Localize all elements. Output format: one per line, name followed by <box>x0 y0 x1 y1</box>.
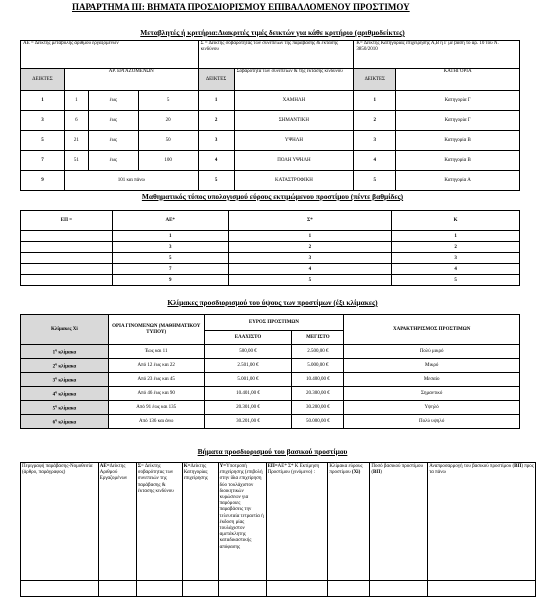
table-row: 9 5 5 <box>21 275 520 286</box>
col-perigrafi: Περιγραφή παράβασης-Νομοθεσία (άρθρο, παράγραφος) <box>21 463 99 581</box>
col-klimakes: Κλίμακες Χi <box>21 315 109 345</box>
table-row: $5^\eta$ κλίμακα Από 91 έως και 135 20.301,00 € 30.200,00 € Υψηλό <box>21 401 520 415</box>
col-s: Σ= Δείκτης σοβαρότητας των συνεπειών της παράβασης & έκτασης κινδύνου <box>136 463 182 581</box>
table-row: $1^\eta$ κλίμακα Έως και 11 500,00 € 2.500,00 € Πολύ μικρό <box>21 345 520 359</box>
page-title: ΠΑΡΑΡΤΗΜΑ ΙΙΙ: ΒΗΜΑΤΑ ΠΡΟΣΔΙΟΡΙΣΜΟΥ ΕΠΙΒΑΛΛΟΜΕΝΟΥ ΠΡΟΣΤΙΜΟΥ <box>72 2 410 12</box>
col-deiktis-s: ΔΕΙΚΤΕΣ <box>198 69 234 91</box>
col-anaprosarmogi: Αναπροσαρμογή του βασικού προστίμου (ΒΠ) προς τα πάνω <box>428 463 536 581</box>
s-header: Σ = Δείκτης σοβαρότητας των συνεπειών της παράβασης & έκτασης κινδύνου <box>198 41 354 69</box>
section2-heading: Μαθηματικός τύπος υπολογισμού εύρους εκτιμώμενου προστίμου (πέντε βαθμίδες) <box>141 192 404 201</box>
col-ae: ΑΕ* <box>112 211 228 231</box>
col-oria: ΟΡΙΑ ΓΙΝΟΜΕΝΩΝ (ΜΑΘΗΜΑΤΙΚΟΥ ΤΥΠΟΥ) <box>108 315 204 345</box>
table-row: 9 101 και πάνω 5 ΚΑΤΑΣΤΡΟΦΙΚΗ 5 Κατηγορία Α <box>21 171 520 191</box>
table-row: 1 1 έως 5 1 ΧΑΜΗΛΗ 1 Κατηγορία Γ <box>21 91 520 111</box>
table-row <box>21 581 536 597</box>
scales-table <box>20 314 520 429</box>
col-sovarotita: Σοβαρότητα των συνεπειών & της έκτασης κινδύνου <box>234 69 354 91</box>
col-ep: ΕΠ=ΑΕ* Σ* Κ Εκτίμηση Προστίμου (γινόμενο) : <box>266 463 328 581</box>
section4-heading: Βήματα προσδιορισμού του βασικού προστίμου <box>197 447 348 456</box>
col-elaxisto: ΕΛΑΧΙΣΤΟ <box>204 331 292 345</box>
table-row: 3 2 2 <box>21 242 520 253</box>
col-evros: ΕΥΡΟΣ ΠΡΟΣΤΙΜΩΝ <box>204 315 344 331</box>
table-row: 3 6 έως 20 2 ΣΗΜΑΝΤΙΚΗ 2 Κατηγορία Γ <box>21 111 520 131</box>
table-row: 5 3 3 <box>21 253 520 264</box>
col-xarakterismos: ΧΑΡΑΚΤΗΡΙΣΜΟΣ ΠΡΟΣΤΙΜΩΝ <box>344 315 520 345</box>
col-k: Κ=Δείκτης Κατηγορίας επιχείρησης <box>182 463 218 581</box>
table-row: $3^\eta$ κλίμακα Από 23 έως και 45 5.001,00 € 10.400,00 € Μεσαίο <box>21 373 520 387</box>
section1-heading: Μεταβλητές ή κριτήρια:Διακριτές τιμές δεικτών για κάθε κριτήριο (αριθμοδείκτες) <box>140 28 405 37</box>
criteria-table <box>20 40 520 191</box>
col-ep: ΕΠ = <box>21 211 113 231</box>
col-megisto: ΜΕΓΙΣΤΟ <box>292 331 344 345</box>
ae-header: ΑΕ = Δείκτης μεταβολής αριθμού εργαζομένων <box>21 41 199 69</box>
table-row: $4^\eta$ κλίμακα Από 46 έως και 90 10.401,00 € 20.300,00 € Σημαντικό <box>21 387 520 401</box>
table-row: $6^\eta$ κλίμακα Από 136 και άνω 30.201,00 € 50.000,00 € Πολύ υψηλό <box>21 415 520 429</box>
col-katigoria: ΚΑΤΗΓΟΡΙΑ <box>396 69 520 91</box>
col-s: Σ* <box>228 211 392 231</box>
table-row: 1 1 1 <box>21 231 520 242</box>
col-ae: ΑΕ=Δείκτης Αριθμού Εργαζομένων <box>98 463 136 581</box>
col-ypotropi: Υ=Υποτροπή επιχείρησης (επιβολή στην ίδια επιχείρηση δύο τουλάχιστον διοικητικών κυρώσεων για παρόμοιες παραβάσεις την τελευταία τετραετία ή έκδοση μίας τουλάχιστον αμετάκλητης καταδικαστικής απόφασης <box>218 463 266 581</box>
table-row: 7 51 έως 100 4 ΠΟΛΗ ΥΨΗΛΗ 4 Κατηγορία Β <box>21 151 520 171</box>
col-deiktis-k: ΔΕΙΚΤΕΣ <box>354 69 396 91</box>
col-klimaka: Κλίμακα εύρους προστίμου (Χi) <box>328 463 370 581</box>
col-deiktis-ae: ΔΕΙΚΤΕΣ <box>21 69 65 91</box>
table-row: 7 4 4 <box>21 264 520 275</box>
col-ar-ergazomenon: ΑΡ. ΕΡΓΑΖΟΜΕΝΩΝ <box>64 69 198 91</box>
col-vasiko-prostimo: Ποσό βασικού προστίμου (ΒΠ) <box>370 463 428 581</box>
formula-table <box>20 210 520 286</box>
steps-table <box>20 462 536 597</box>
k-header: Κ= Δείκτης Κατηγορίας επιχείρησης Α,Β ή Γ με βάση το αρ. 10 του Ν. 3850/2010 <box>354 41 520 69</box>
table-row: $2^\eta$ κλίμακα Από 12 έως και 22 2.501,00 € 5.000,00 € Μικρό <box>21 359 520 373</box>
section3-heading: Κλίμακες προσδιορισμού του ύψους των προστίμων (έξι κλίμακες) <box>167 298 378 307</box>
table-row: 5 21 έως 50 3 ΥΨΗΛΗ 3 Κατηγορία Β <box>21 131 520 151</box>
col-k: Κ <box>392 211 520 231</box>
